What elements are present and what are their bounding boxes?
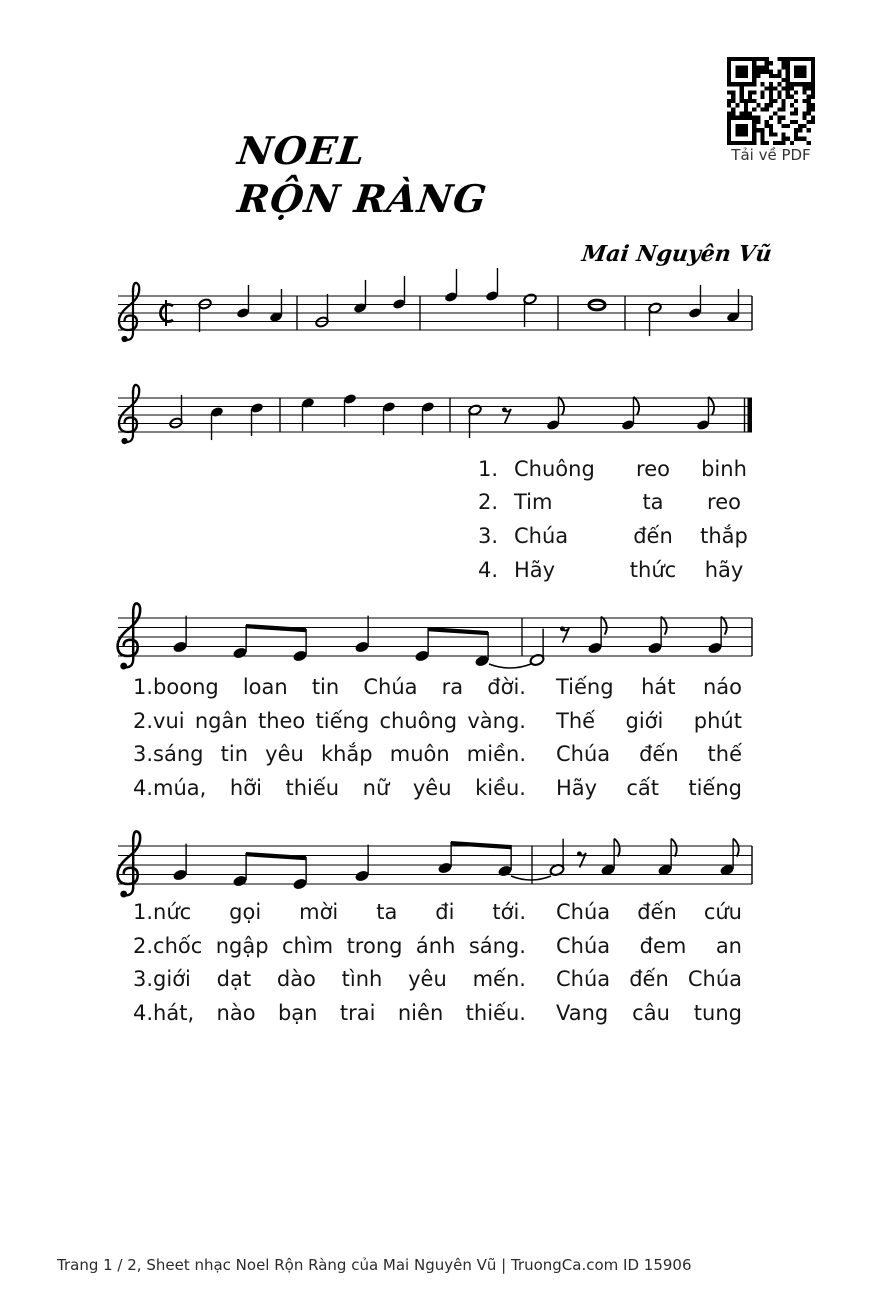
lyric-word: hát <box>641 675 676 699</box>
lyric-word: phút <box>693 708 742 733</box>
lyric-word: trai <box>339 1000 376 1025</box>
lyric-word: tới. <box>492 900 526 924</box>
verse-number: 1. <box>478 456 499 481</box>
lyric-line-right <box>556 739 742 769</box>
lyric-word: 4.múa, <box>133 775 207 800</box>
staff-4 <box>118 831 752 897</box>
verse-word: binh <box>701 456 747 481</box>
lyric-word: trong <box>346 933 403 958</box>
lyric-word: tin <box>311 675 340 699</box>
staff-3 <box>118 603 752 669</box>
lyric-word: 3.sáng <box>133 742 204 766</box>
lyric-word: Thế <box>556 708 596 733</box>
verse-number: 2. <box>478 490 499 515</box>
lyric-word: Chúa <box>556 900 611 924</box>
lyric-word: ta <box>376 900 398 924</box>
lyric-word: tin <box>220 742 249 766</box>
footer-text: Trang 1 / 2, Sheet nhạc Noel Rộn Ràng của Mai Nguyên Vũ | TruongCa.com ID 15906 <box>57 1256 692 1274</box>
lyric-word: nào <box>216 1000 256 1025</box>
lyric-word: sáng. <box>468 933 526 958</box>
verse-pickup-list <box>478 452 762 586</box>
lyric-word: miền. <box>466 742 526 766</box>
lyric-word: 1.boong <box>133 675 219 699</box>
lyric-word: đến <box>637 900 677 924</box>
lyric-word: thế <box>707 742 742 766</box>
verse-word: Hãy <box>514 557 556 582</box>
lyric-line-left <box>133 897 526 927</box>
lyric-word: yêu <box>408 967 447 991</box>
lyric-line-right <box>556 706 742 736</box>
verse-word: Tim <box>514 490 553 515</box>
verse-word: reo <box>636 456 670 481</box>
lyric-word: đến <box>639 742 679 766</box>
lyric-line-left <box>133 998 526 1028</box>
lyric-word: đời. <box>487 675 526 699</box>
staff-1 <box>118 268 752 342</box>
lyric-word: ra <box>441 675 464 699</box>
lyric-word: náo <box>702 675 742 699</box>
lyric-word: theo <box>257 708 306 733</box>
lyric-word: Chúa <box>556 967 611 991</box>
lyric-word: tình <box>341 967 383 991</box>
lyric-word: an <box>715 933 742 958</box>
staff-2 <box>118 385 752 444</box>
lyric-word: vàng. <box>467 708 526 733</box>
verse-word: đến <box>633 523 673 548</box>
lyric-word: kiều. <box>475 775 526 800</box>
lyric-word: 3.giới <box>133 967 191 991</box>
verse-word: thức <box>629 557 677 582</box>
lyric-line-right <box>556 964 742 994</box>
lyric-word: nữ <box>362 775 390 800</box>
lyric-word: 4.hát, <box>133 1000 195 1025</box>
lyric-line-right <box>556 931 742 961</box>
verse-row <box>478 452 762 486</box>
qr-download-label[interactable]: Tải về PDF <box>731 146 811 164</box>
composer-name: Mai Nguyên Vũ <box>580 241 774 267</box>
verse-row <box>478 553 762 587</box>
lyric-word: cất <box>626 775 660 800</box>
lyric-word: yêu <box>412 775 452 800</box>
lyric-word: bạn <box>277 1000 318 1025</box>
lyric-word: Tiếng <box>556 675 614 699</box>
lyric-word: 2.vui <box>133 708 185 733</box>
lyric-line-left <box>133 706 526 736</box>
lyric-word: thiếu <box>285 775 340 800</box>
lyric-word: khắp <box>320 742 373 766</box>
lyric-word: ánh <box>415 933 456 958</box>
lyric-line-left <box>133 773 526 803</box>
lyric-word: 1.nức <box>133 900 192 924</box>
verse-row <box>478 519 762 553</box>
verse-number: 4. <box>478 557 499 582</box>
lyric-word: cứu <box>703 900 742 924</box>
lyric-word: dào <box>276 967 316 991</box>
verse-word: reo <box>707 490 741 515</box>
lyric-word: dạt <box>216 967 252 991</box>
lyric-word: niên <box>397 1000 444 1025</box>
lyric-line-left <box>133 931 526 961</box>
lyric-word: tiếng <box>315 708 370 733</box>
lyric-word: chìm <box>281 933 334 958</box>
lyric-word: muôn <box>389 742 450 766</box>
lyric-word: câu <box>632 1000 670 1025</box>
lyric-line-left <box>133 672 526 702</box>
lyric-word: gọi <box>229 900 262 924</box>
song-title-line2: RỘN RÀNG <box>235 176 490 221</box>
lyric-line-left <box>133 964 526 994</box>
lyric-line-right <box>556 672 742 702</box>
lyric-word: Chúa <box>363 675 418 699</box>
lyric-word: Chúa <box>556 933 611 958</box>
lyric-word: giới <box>625 708 664 733</box>
lyric-word: tiếng <box>688 775 742 800</box>
lyric-word: ngân <box>194 708 248 733</box>
verse-word: thắp <box>700 523 748 548</box>
lyric-line-left <box>133 739 526 769</box>
lyric-word: thiếu. <box>465 1000 526 1025</box>
lyric-word: Vang <box>556 1000 609 1025</box>
lyric-word: loan <box>242 675 288 699</box>
lyric-word: Hãy <box>556 775 598 800</box>
lyric-line-right <box>556 773 742 803</box>
lyric-line-right <box>556 897 742 927</box>
verse-word: Chúa <box>514 523 569 548</box>
lyric-word: ngập <box>215 933 269 958</box>
verse-word: ta <box>642 490 664 515</box>
lyric-word: mời <box>299 900 339 924</box>
lyric-word: Chúa <box>687 967 742 991</box>
lyric-word: đến <box>629 967 669 991</box>
song-title-line1: NOEL <box>235 128 369 173</box>
lyric-word: Chúa <box>556 742 611 766</box>
lyric-word: yêu <box>265 742 304 766</box>
lyric-word: đem <box>639 933 687 958</box>
lyric-word: chuông <box>379 708 458 733</box>
verse-word: hãy <box>704 557 744 582</box>
lyric-word: 2.chốc <box>133 933 203 958</box>
lyric-word: hỡi <box>229 775 262 800</box>
verse-number: 3. <box>478 523 499 548</box>
lyric-word: mến. <box>472 967 526 991</box>
lyric-word: đi <box>435 900 455 924</box>
verse-row <box>478 486 762 520</box>
verse-word: Chuông <box>514 456 595 481</box>
lyric-word: tung <box>693 1000 742 1025</box>
lyric-line-right <box>556 998 742 1028</box>
